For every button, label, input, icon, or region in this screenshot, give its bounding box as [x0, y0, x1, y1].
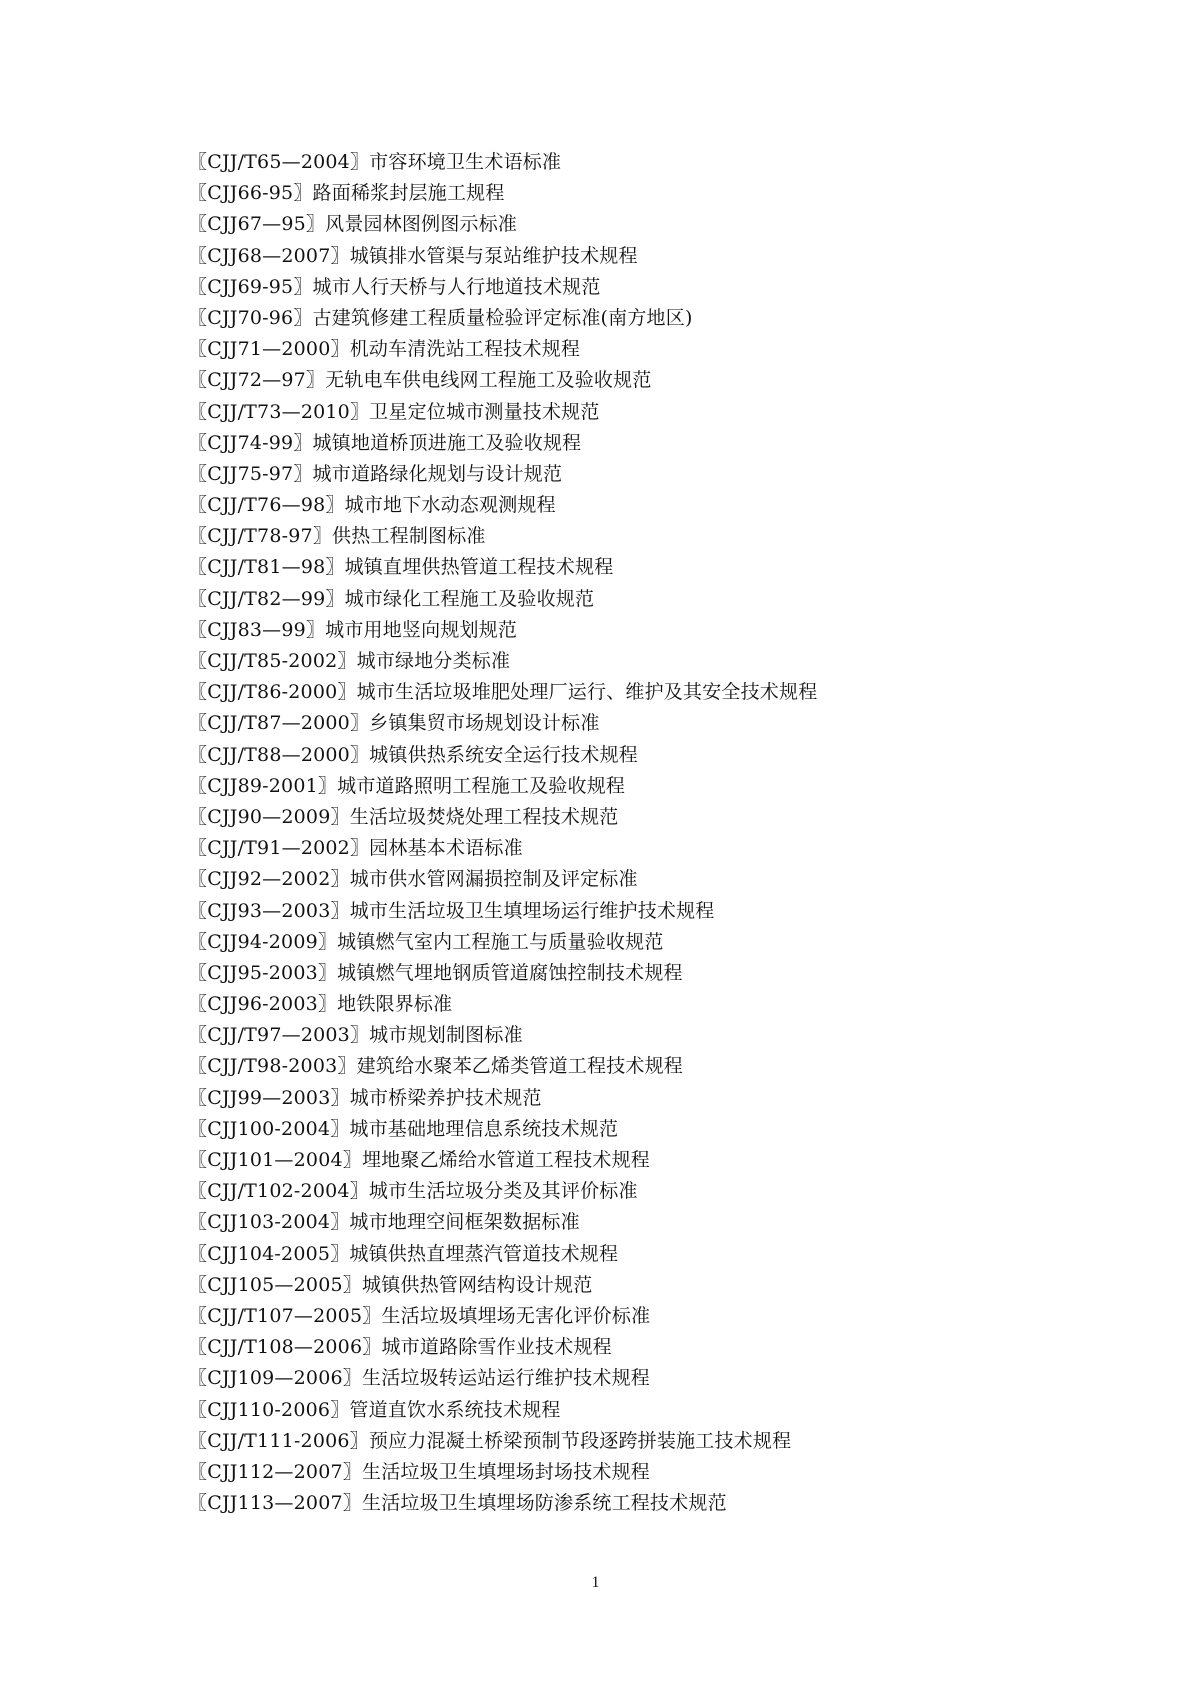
standard-list-item: 〖CJJ/T102-2004〗城市生活垃圾分类及其评价标准	[188, 1180, 638, 1203]
standard-list-item: 〖CJJ/T76—98〗城市地下水动态观测规程	[188, 494, 556, 517]
standard-list-item: 〖CJJ99—2003〗城市桥梁养护技术规范	[188, 1086, 542, 1109]
standard-list-item: 〖CJJ83—99〗城市用地竖向规划规范	[188, 618, 518, 641]
standard-list-item: 〖CJJ/T91—2002〗园林基本术语标准	[188, 837, 523, 860]
standard-list-item: 〖CJJ/T98-2003〗建筑给水聚苯乙烯类管道工程技术规程	[188, 1055, 683, 1078]
standard-list-item: 〖CJJ/T97—2003〗城市规划制图标准	[188, 1024, 523, 1047]
standard-list-item: 〖CJJ105—2005〗城镇供热管网结构设计规范	[188, 1273, 593, 1296]
standard-list-item: 〖CJJ109—2006〗生活垃圾转运站运行维护技术规程	[188, 1367, 650, 1390]
standard-list-item: 〖CJJ90—2009〗生活垃圾焚烧处理工程技术规范	[188, 805, 619, 828]
standard-list-item: 〖CJJ72—97〗无轨电车供电线网工程施工及验收规范	[188, 369, 652, 392]
standard-list-item: 〖CJJ101—2004〗埋地聚乙烯给水管道工程技术规程	[188, 1149, 650, 1171]
standard-list-item: 〖CJJ66-95〗路面稀浆封层施工规程	[188, 182, 505, 205]
standard-list-item: 〖CJJ75-97〗城市道路绿化规划与设计规范	[188, 462, 563, 485]
standard-list-item: 〖CJJ71—2000〗机动车清洗站工程技术规程	[188, 338, 581, 361]
standard-list-item: 〖CJJ/T85-2002〗城市绿地分类标准	[188, 650, 511, 672]
standard-list-item: 〖CJJ74-99〗城镇地道桥顶进施工及验收规程	[188, 431, 582, 454]
standard-list-item: 〖CJJ/T82—99〗城市绿化工程施工及验收规范	[188, 587, 595, 610]
standard-list-item: 〖CJJ104-2005〗城镇供热直埋蒸汽管道技术规程	[188, 1242, 619, 1265]
standard-list-item: 〖CJJ67—95〗风景园林图例图示标准	[188, 213, 518, 236]
standard-list-item: 〖CJJ/T78-97〗供热工程制图标准	[188, 525, 486, 548]
standard-list-item: 〖CJJ/T87—2000〗乡镇集贸市场规划设计标准	[188, 712, 600, 735]
standard-list-item: 〖CJJ/T111-2006〗预应力混凝土桥梁预制节段逐跨拼装施工技术规程	[188, 1429, 792, 1452]
standard-list-item: 〖CJJ96-2003〗地铁限界标准	[188, 993, 453, 1016]
standard-list-item: 〖CJJ92—2002〗城市供水管网漏损控制及评定标准	[188, 868, 638, 891]
standard-list-item: 〖CJJ103-2004〗城市地理空间框架数据标准	[188, 1211, 580, 1234]
standard-list-item: 〖CJJ89-2001〗城市道路照明工程施工及验收规程	[188, 774, 626, 797]
standard-list-item: 〖CJJ69-95〗城市人行天桥与人行地道技术规范	[188, 275, 601, 298]
standard-list-item: 〖CJJ/T108—2006〗城市道路除雪作业技术规程	[188, 1336, 612, 1359]
standard-list-item: 〖CJJ/T73—2010〗卫星定位城市测量技术规范	[188, 400, 600, 423]
standard-list-item: 〖CJJ110-2006〗管道直饮水系统技术规程	[188, 1398, 561, 1421]
standard-list-item: 〖CJJ112—2007〗生活垃圾卫生填埋场封场技术规程	[188, 1460, 650, 1483]
standard-list-item: 〖CJJ93—2003〗城市生活垃圾卫生填埋场运行维护技术规程	[188, 899, 715, 922]
standard-list-item: 〖CJJ/T107—2005〗生活垃圾填埋场无害化评价标准	[188, 1304, 651, 1327]
standard-list-item: 〖CJJ100-2004〗城市基础地理信息系统技术规范	[188, 1117, 619, 1140]
standards-list	[188, 147, 817, 1519]
standard-list-item: 〖CJJ/T65—2004〗市容环境卫生术语标准	[188, 151, 562, 173]
standard-list-item: 〖CJJ70-96〗古建筑修建工程质量检验评定标准(南方地区)	[188, 306, 693, 329]
standard-list-item: 〖CJJ113—2007〗生活垃圾卫生填埋场防渗系统工程技术规范	[188, 1492, 727, 1515]
page-number: 1	[591, 1574, 600, 1591]
standard-list-item: 〖CJJ/T81—98〗城镇直埋供热管道工程技术规程	[188, 556, 614, 579]
standard-list-item: 〖CJJ94-2009〗城镇燃气室内工程施工与质量验收规范	[188, 930, 664, 953]
standard-list-item: 〖CJJ95-2003〗城镇燃气埋地钢质管道腐蚀控制技术规程	[188, 961, 683, 984]
standard-list-item: 〖CJJ/T86-2000〗城市生活垃圾堆肥处理厂运行、维护及其安全技术规程	[188, 681, 818, 704]
standard-list-item: 〖CJJ68—2007〗城镇排水管渠与泵站维护技术规程	[188, 244, 638, 267]
standard-list-item: 〖CJJ/T88—2000〗城镇供热系统安全运行技术规程	[188, 743, 638, 766]
